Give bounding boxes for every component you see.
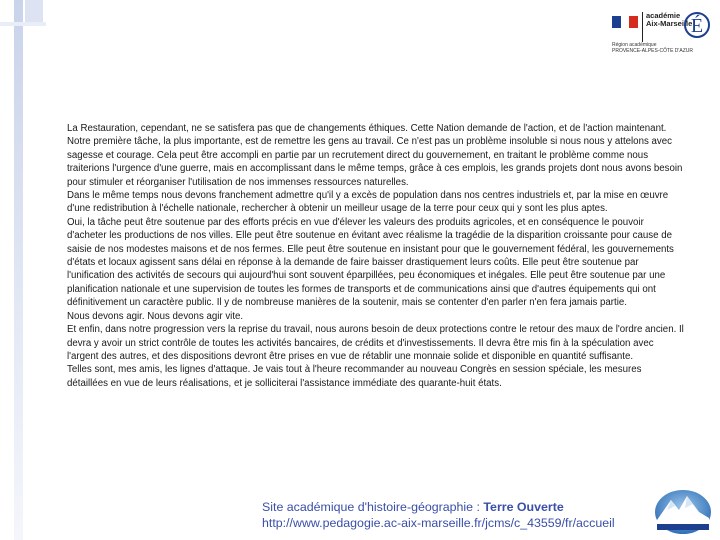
region-label: Région académique PROVENCE-ALPES-CÔTE D'AZUR: [612, 42, 693, 54]
decorative-bar: [0, 22, 46, 26]
footer-site-line: Site académique d'histoire-géographie : Terre Ouverte: [262, 500, 564, 514]
paragraph: Notre première tâche, la plus importante, est de remettre les gens au travail. Ce n'est pas un problème insoluble si nous nous y attelons avec sagesse et courage. Cela peut être accompli en partie par un recrutement direct du gouvernement, en traitant le problème comme nous traiterions l'urgence d'une guerre, mais en accomplissant dans le même temps, grâce à ces emplois, les grands projets dont nous avons besoin pour stimuler et réorganiser l'utilisation de nos immenses ressources naturelles.: [67, 136, 683, 188]
speech-text: [67, 122, 685, 390]
e-logo-icon: [682, 8, 710, 40]
decorative-bar: [25, 0, 43, 22]
terre-ouverte-logo-icon: [651, 484, 713, 534]
paragraph: Dans le même temps nous devons franchement admettre qu'il y a excès de population dans nos centres industriels et, par la mise en œuvre d'une redistribution à l'échelle nationale, rechercher à obtenir un meilleur usage de la terre pour ceux qui y sont les plus aptes.: [67, 190, 669, 215]
paragraph: Telles sont, mes amis, les lignes d'attaque. Je vais tout à l'heure recommander au nouveau Congrès en session spéciale, les mesures détaillées en vue de leurs réalisations, et je solliciterai l'assistance immédiate des quarante-huit états.: [67, 364, 642, 389]
paragraph: Et enfin, dans notre progression vers la reprise du travail, nous aurons besoin de deux protections contre le retour des maux de l'ordre ancien. Il devra y avoir un strict contrôle de toutes les activités bancaires, de crédits et d'investissements. Il devra être mis fin à la spéculation avec l'argent des autres, et des dispositions devront être prises en vue de rétablir une monnaie solide et disponible en quantité suffisante.: [67, 324, 684, 362]
logo-divider: [642, 12, 643, 42]
svg-text:É: É: [690, 15, 704, 37]
footer: [262, 499, 615, 531]
academy-logo: [610, 8, 712, 56]
flag-icon: [612, 16, 638, 28]
footer-url[interactable]: http://www.pedagogie.ac-aix-marseille.fr/jcms/c_43559/fr/accueil: [262, 516, 615, 530]
left-decoration: [0, 0, 60, 540]
academy-name: académie Aix-Marseille: [646, 11, 693, 28]
decorative-bar: [14, 0, 23, 540]
paragraph: Nous devons agir. Nous devons agir vite.: [67, 310, 244, 322]
paragraph: La Restauration, cependant, ne se satisfera pas que de changements éthiques. Cette Nation demande de l'action, et de l'action maintenant.: [67, 123, 667, 134]
site-name: Terre Ouverte: [483, 500, 564, 514]
paragraph: Oui, la tâche peut être soutenue par des efforts précis en vue d'élever les valeurs des produits agricoles, et en conséquence le pouvoir d'acheter les productions de nos villes. Elle peut être soutenue en évitant avec réalisme la tragédie de la disparition croissante pour cause de saisie de nos modestes maisons et de nos fermes. Elle peut être soutenue en insistant pour que le gouvernement fédéral, les gouvernements d'états et locaux agissent sans délai en réponse à la demande de faire baisser drastiquement leurs coûts. Elle peut être soutenue par l'unification des activités de secours qui aujourd'hui sont souvent éparpillées, peu économiques et inégales. Elle peut être soutenue par une planification nationale et une supervision de toutes les formes de transports et de communications ainsi que d'autres équipements qui ont définitivement un caractère public. Il y de nombreuse manières de la soutenir, mais se contenter d'en parler n'en fera jamais partie.: [67, 216, 674, 309]
